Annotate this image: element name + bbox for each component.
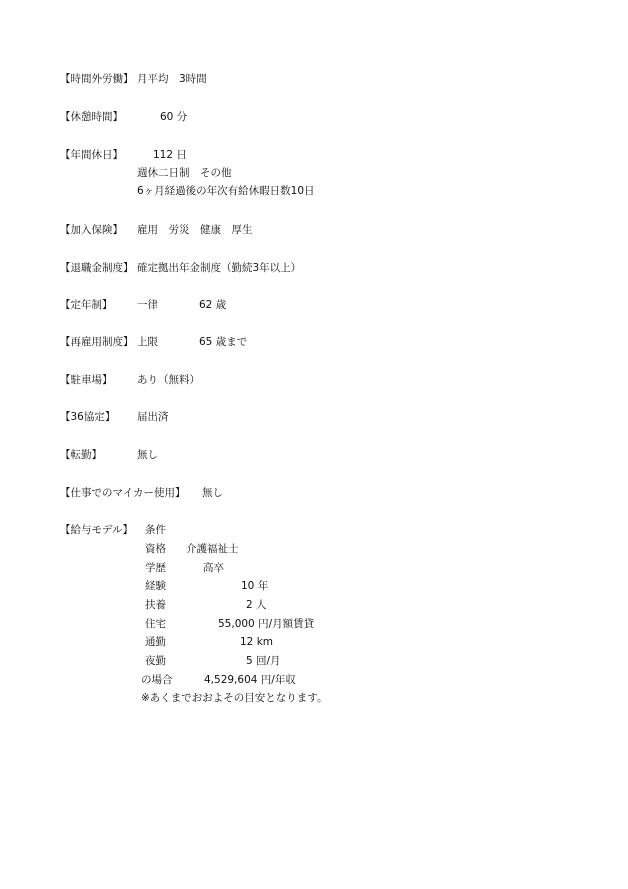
salary-row-key: 通勤 bbox=[145, 636, 166, 648]
holidays-paid-leave: 6ヶ月経過後の年次有給休暇日数10日 bbox=[137, 185, 315, 197]
retirement-allowance-value: 確定拠出年金制度（勤続3年以上） bbox=[137, 262, 302, 274]
salary-row-value: 10 年 bbox=[241, 580, 269, 592]
salary-row-key: 扶養 bbox=[145, 599, 166, 611]
parking-value: あり（無料） bbox=[137, 374, 200, 386]
salary-model-label: 【給与モデル】 bbox=[60, 524, 133, 536]
salary-row-key: 資格 bbox=[145, 543, 166, 555]
mycar-value: 無し bbox=[202, 487, 223, 499]
salary-row-value: 介護福祉士 bbox=[186, 543, 239, 555]
salary-row-value: 5 回/月 bbox=[246, 655, 281, 667]
retirement-age-type: 一律 bbox=[137, 299, 158, 311]
reemployment-age: 65 歳まで bbox=[199, 336, 248, 348]
holidays-days: 112 日 bbox=[153, 149, 187, 161]
transfer-label: 【転勤】 bbox=[60, 449, 102, 461]
retirement-allowance-label: 【退職金制度】 bbox=[60, 262, 134, 274]
break-value: 60 分 bbox=[160, 111, 188, 123]
salary-row-key: 夜勤 bbox=[145, 655, 166, 667]
reemployment-label: 【再雇用制度】 bbox=[60, 336, 134, 348]
retirement-age-value: 62 歳 bbox=[199, 299, 227, 311]
holidays-label: 【年間休日】 bbox=[60, 149, 123, 161]
salary-row-key: 経験 bbox=[145, 580, 166, 592]
transfer-value: 無し bbox=[137, 449, 158, 461]
salary-row-value: 55,000 円/月額賃貸 bbox=[218, 618, 315, 630]
salary-row-key: 住宅 bbox=[145, 618, 166, 630]
reemployment-type: 上限 bbox=[137, 336, 158, 348]
salary-case-value: 4,529,604 円/年収 bbox=[204, 674, 296, 686]
mycar-label: 【仕事でのマイカー使用】 bbox=[60, 487, 186, 499]
salary-row-value: 12 km bbox=[240, 636, 274, 648]
salary-case-label: の場合 bbox=[141, 674, 173, 686]
break-label: 【休憩時間】 bbox=[60, 111, 123, 123]
agreement36-value: 届出済 bbox=[137, 411, 169, 423]
salary-note: ※あくまでおおよその目安となります。 bbox=[141, 692, 328, 704]
insurance-value: 雇用 労災 健康 厚生 bbox=[137, 224, 253, 236]
salary-row-key: 学歴 bbox=[145, 562, 166, 574]
salary-row-value: 2 人 bbox=[246, 599, 267, 611]
insurance-label: 【加入保険】 bbox=[60, 224, 123, 236]
agreement36-label: 【36協定】 bbox=[60, 411, 116, 423]
overtime-label: 【時間外労働】 bbox=[60, 73, 134, 85]
retirement-age-label: 【定年制】 bbox=[60, 299, 113, 311]
holidays-system: 週休二日制 その他 bbox=[137, 167, 232, 179]
salary-model-condition: 条件 bbox=[145, 524, 166, 536]
overtime-value: 月平均 3時間 bbox=[137, 73, 207, 85]
salary-row-value: 高卒 bbox=[203, 562, 224, 574]
parking-label: 【駐車場】 bbox=[60, 374, 113, 386]
